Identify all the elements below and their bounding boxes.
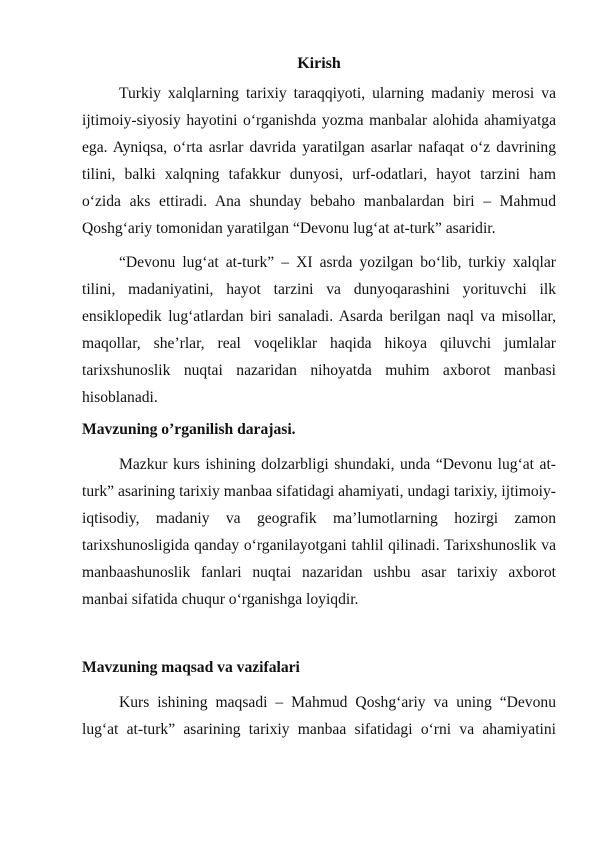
page-title: Kirish xyxy=(297,55,341,72)
section-spacer xyxy=(82,613,556,649)
goals-paragraph: Kurs ishining maqsadi – Mahmud Qoshg‘ariy va uning “Devonu lug‘at at-turk” asarining tarixiy manbaa sifatidagi o‘rni va ahamiyatini xyxy=(82,694,556,738)
intro-paragraph-1: Turkiy xalqlarning tarixiy taraqqiyoti, ularning madaniy merosi va ijtimoiy-siyosiy hayotini o‘rganishda yozma manbalar alohida ahamiyatga ega. Ayniqsa, o‘rta asrlar davrida yaratilgan asarlar nafaqat o‘z davrining tilini, balki xalqning tafakkur dunyosi, urf-odatlari, hayot tarzini ham o‘zida aks ettiradi. Ana shunday bebaho manbalardan biri – Mahmud Qoshg‘ariy tomonidan yaratilgan “Devonu lug‘at at-turk” asaridir. xyxy=(82,85,556,237)
intro-paragraph-2: “Devonu lug‘at at-turk” – XI asrda yozilgan bo‘lib, turkiy xalqlar tilini, madaniyatini, hayot tarzini va dunyoqarashini yorituvchi ilk ensiklopedik lug‘atlardan biri sanaladi. Asarda berilgan naql va misollar, maqollar, she’rlar, real voqeliklar haqida hikoya qiluvchi jumlalar tarixshunoslik nuqtai nazaridan nihoyatda muhim axborot manbasi hisoblanadi. xyxy=(82,254,556,406)
section-heading-goals: Mavzuning maqsad va vazifalari xyxy=(82,659,300,676)
section-heading-study-level: Mavzuning o’rganilish darajasi. xyxy=(82,421,296,438)
study-level-paragraph: Mazkur kurs ishining dolzarbligi shundaki, unda “Devonu lug‘at at-turk” asarining tarixiy manbaa sifatidagi ahamiyati, undagi tarixiy, ijtimoiy-iqtisodiy, madaniy va geografik ma’lumotlarning hozirgi zamon tarixshunosligida qanday o‘rganilayotgani tahlil qilinadi. Tarixshunoslik va manbaashunoslik fanlari nuqtai nazaridan ushbu asar tarixiy axborot manbai sifatida chuqur o‘rganishga loyiqdir. xyxy=(82,456,556,608)
